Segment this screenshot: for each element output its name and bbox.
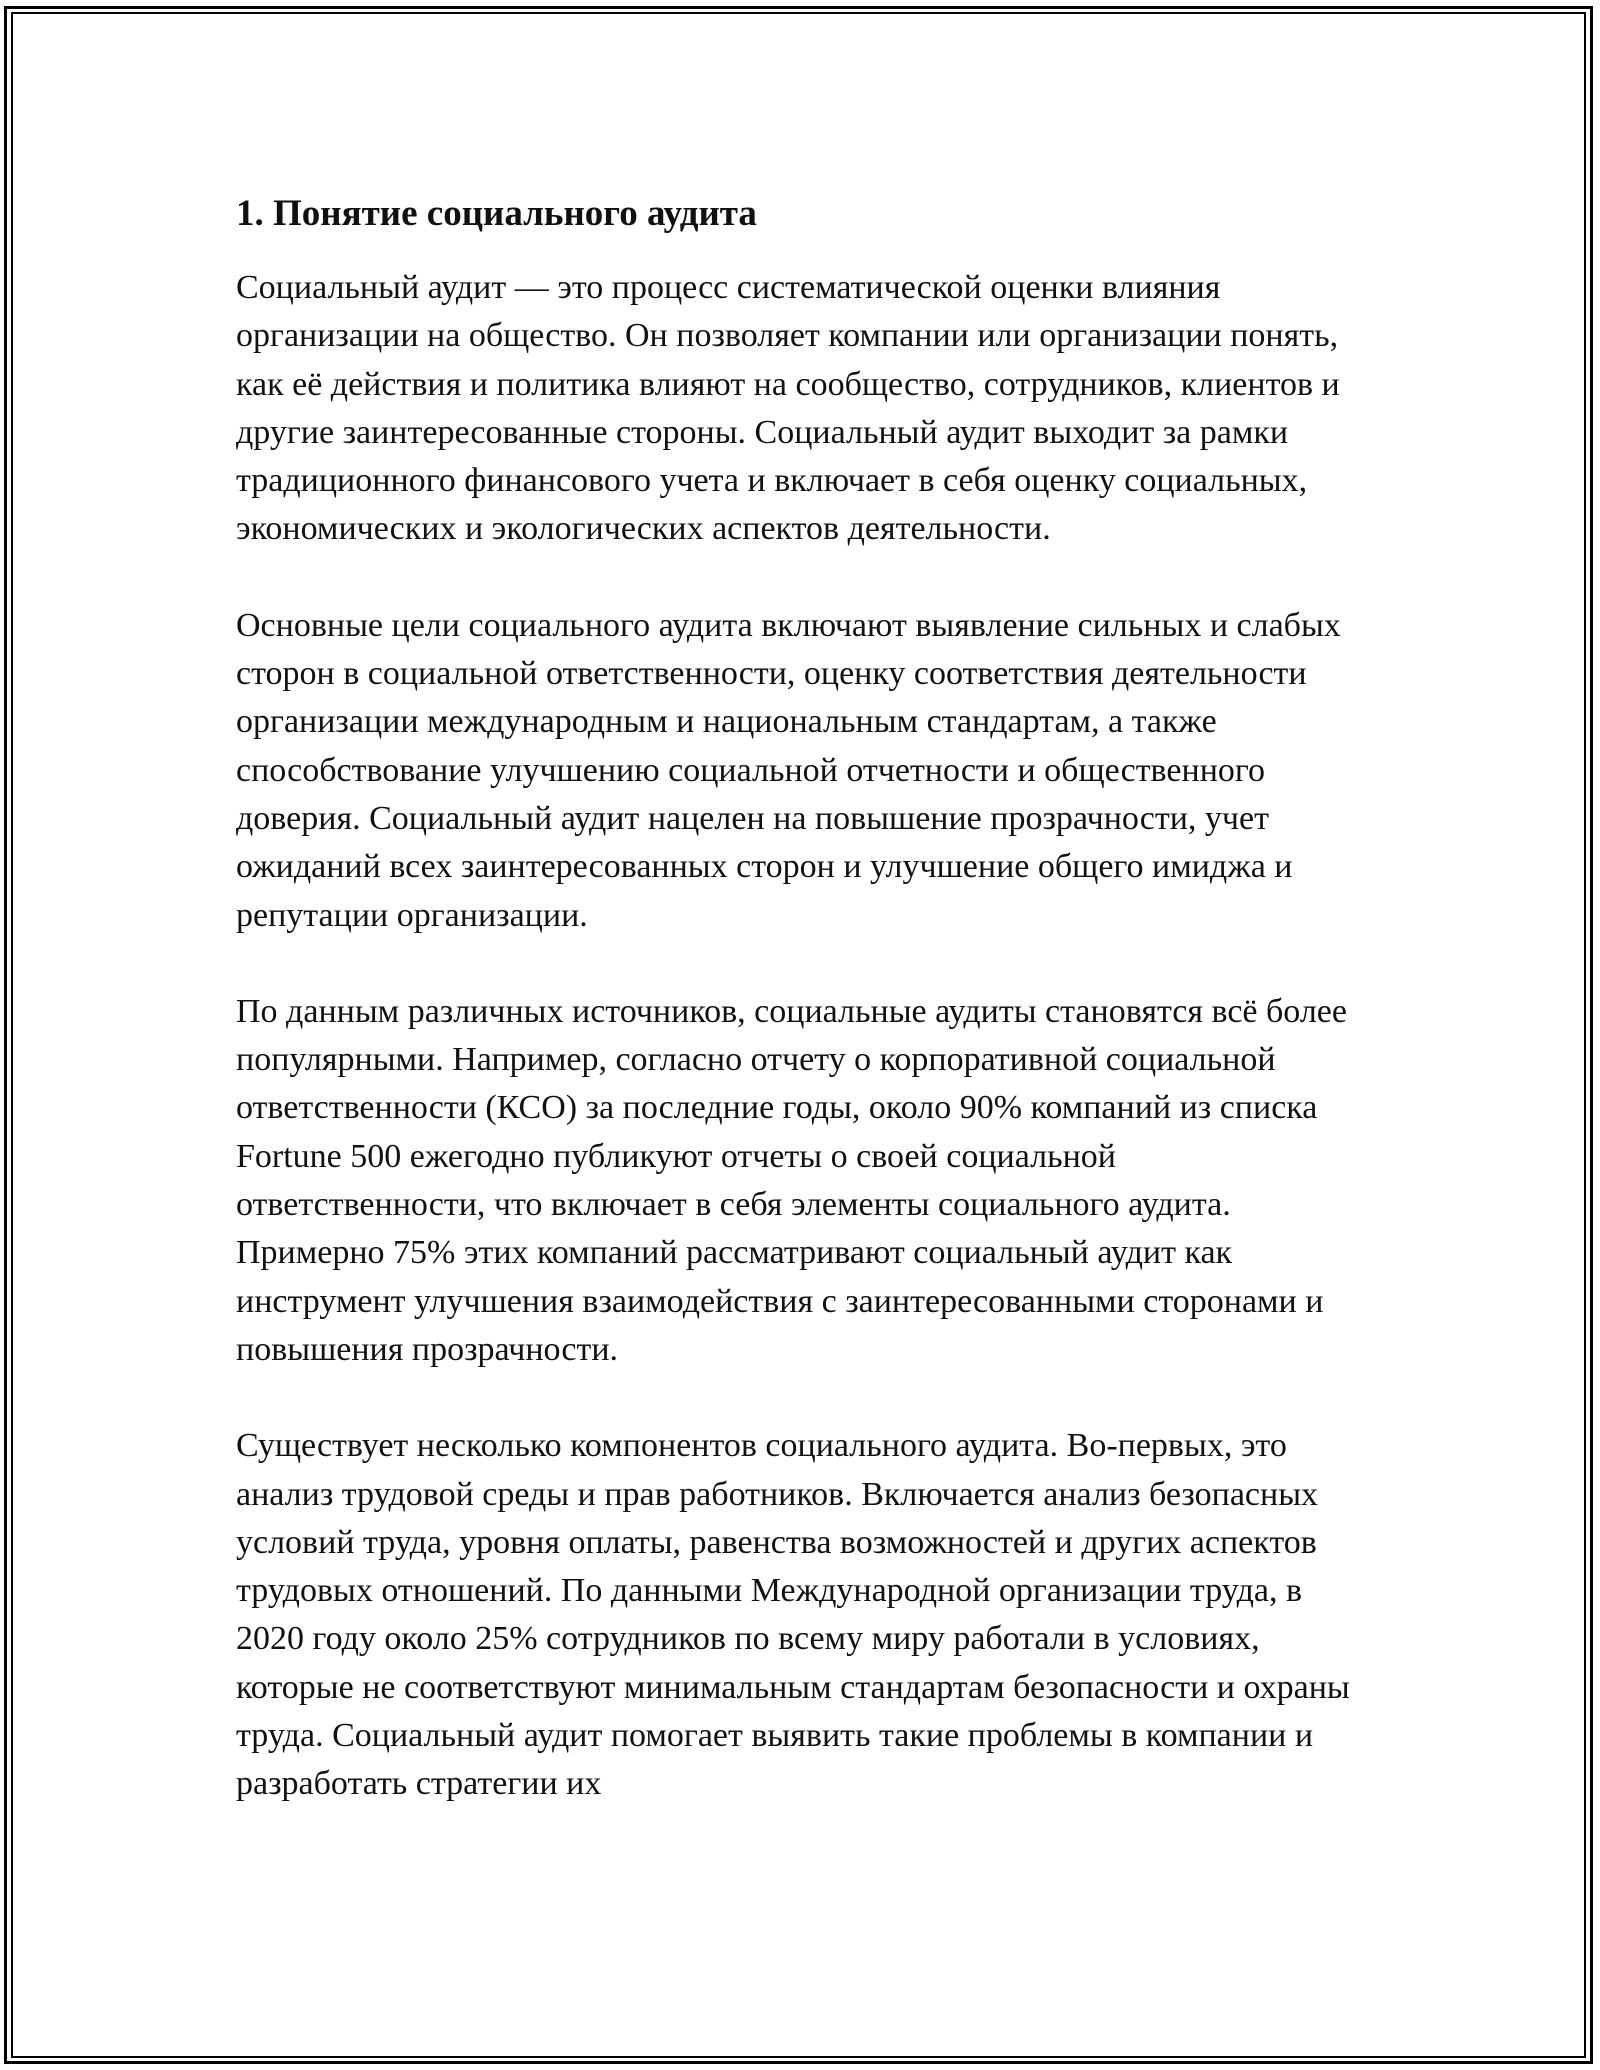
paragraph-statistics: По данным различных источников, социальные аудиты становятся всё более популярными. Например, согласно отчету о корпоративной социальной ответственности (КСО) за последние годы, около 90% компаний из списка Fortune 500 ежегодно публикуют отчеты о своей социальной ответственности, что включает в себя элементы социального аудита. Примерно 75% этих компаний рассматривают социальный аудит как инструмент улучшения взаимодействия с заинтересованными сторонами и повышения прозрачности. (236, 992, 1347, 1368)
paragraph-definition: Социальный аудит — это процесс систематической оценки влияния организации на общество. Он позволяет компании или организации понять, как её действия и политика влияют на сообщество, сотрудников, клиентов и другие заинтересованные стороны. Социальный аудит выходит за рамки традиционного финансового учета и включает в себя оценку социальных, экономических и экологических аспектов деятельности. (236, 269, 1340, 548)
section-title: 1. Понятие социального аудита (236, 193, 757, 234)
paragraph-goals: Основные цели социального аудита включают выявление сильных и слабых сторон в социальной ответственности, оценку соответствия деятельности организации международным и национальным стандартам, а также способствование улучшению социальной отчетности и общественного доверия. Социальный аудит нацелен на повышение прозрачности, учет ожиданий всех заинтересованных сторон и улучшение общего имиджа и репутации организации. (236, 606, 1341, 934)
document-body (236, 186, 1366, 1857)
paragraph-components: Существует несколько компонентов социального аудита. Во-первых, это анализ трудовой среды и прав работников. Включается анализ безопасных условий труда, уровня оплаты, равенства возможностей и других аспектов трудовых отношений. По данными Международной организации труда, в 2020 году около 25% сотрудников по всему миру работали в условиях, которые не соответствуют минимальным стандартам безопасности и охраны труда. Социальный аудит помогает выявить такие проблемы в компании и разработать стратегии их (236, 1427, 1350, 1803)
